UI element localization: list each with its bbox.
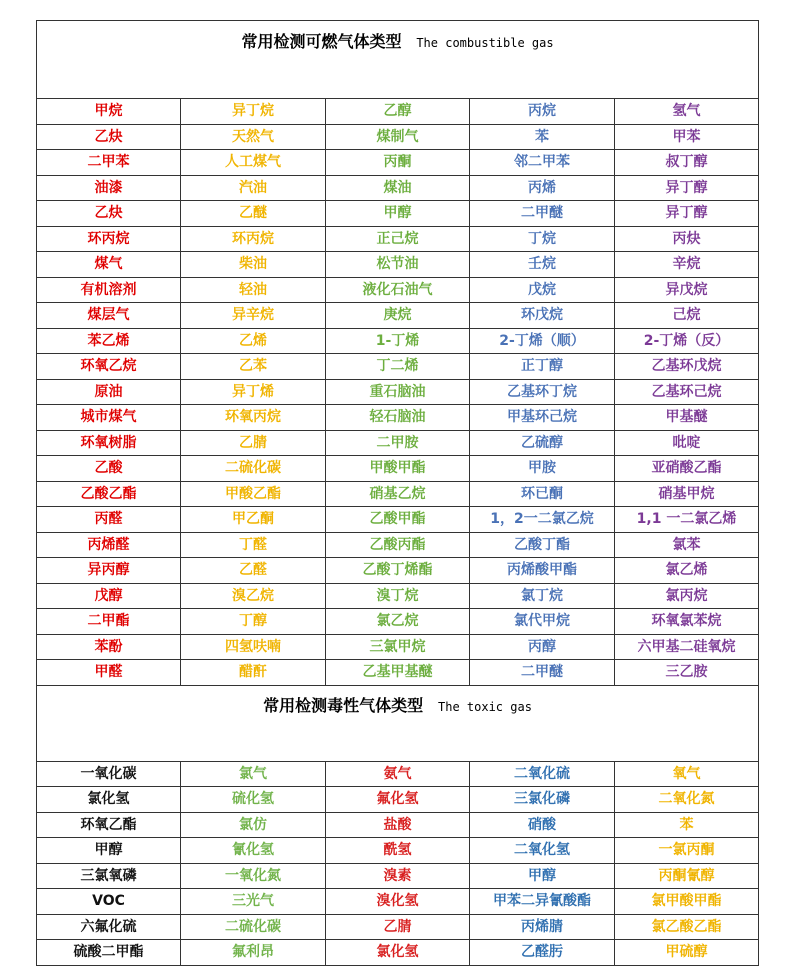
combustible-cell: 2-丁烯（顺） [470,328,615,354]
combustible-row [37,558,759,584]
combustible-row [37,430,759,456]
combustible-cell: 己烷 [615,303,759,329]
toxic-cell: 一氧化碳 [37,761,181,787]
combustible-cell: 氢气 [615,99,759,125]
combustible-cell: 丁二烯 [326,354,470,380]
combustible-row [37,532,759,558]
toxic-cell: 氟利昂 [181,940,326,966]
combustible-cell: 甲酸乙酯 [181,481,326,507]
combustible-cell: 煤层气 [37,303,181,329]
combustible-cell: 氯丙烷 [615,583,759,609]
combustible-cell: 环氧树脂 [37,430,181,456]
combustible-cell: 液化石油气 [326,277,470,303]
toxic-cell: 酰氢 [326,838,470,864]
combustible-cell: 异辛烷 [181,303,326,329]
combustible-cell: 甲苯 [615,124,759,150]
combustible-row [37,379,759,405]
toxic-cell: 丙烯腈 [470,914,615,940]
toxic-row [37,838,759,864]
combustible-title-cn: 常用检测可燃气体类型 [241,32,402,51]
toxic-cell: 氰化氢 [181,838,326,864]
combustible-cell: 异丙醇 [37,558,181,584]
combustible-cell: 丙烯醛 [37,532,181,558]
combustible-cell: 1,1 一二氯乙烯 [615,507,759,533]
combustible-cell: 异丁烷 [181,99,326,125]
combustible-cell: 煤油 [326,175,470,201]
combustible-cell: 氯代甲烷 [470,609,615,635]
toxic-cell: 氟化氢 [326,787,470,813]
combustible-cell: 煤气 [37,252,181,278]
combustible-cell: 三乙胺 [615,660,759,686]
combustible-cell: 甲乙酮 [181,507,326,533]
combustible-cell: 乙腈 [181,430,326,456]
combustible-row [37,252,759,278]
toxic-cell: 乙腈 [326,914,470,940]
toxic-cell: 甲醇 [37,838,181,864]
combustible-cell: 丙醛 [37,507,181,533]
combustible-cell: 六甲基二硅氧烷 [615,634,759,660]
combustible-cell: 氯乙烯 [615,558,759,584]
combustible-cell: 戊醇 [37,583,181,609]
combustible-cell: 乙基甲基醚 [326,660,470,686]
combustible-row [37,634,759,660]
combustible-row [37,583,759,609]
toxic-cell: 六氟化硫 [37,914,181,940]
combustible-cell: 2-丁烯（反） [615,328,759,354]
combustible-title-en: The combustible gas [416,36,554,50]
combustible-cell: 环丙烷 [37,226,181,252]
combustible-title [37,21,759,99]
combustible-cell: 环氧氯苯烷 [615,609,759,635]
combustible-section [37,21,759,686]
combustible-cell: 煤制气 [326,124,470,150]
toxic-cell: 盐酸 [326,812,470,838]
combustible-cell: 二甲苯 [37,150,181,176]
combustible-cell: 丁烷 [470,226,615,252]
combustible-cell: 原油 [37,379,181,405]
combustible-cell: 甲基环己烷 [470,405,615,431]
combustible-row [37,99,759,125]
toxic-row [37,914,759,940]
combustible-cell: 庚烷 [326,303,470,329]
combustible-cell: 乙酸甲酯 [326,507,470,533]
combustible-cell: 1，2一二氯乙烷 [470,507,615,533]
combustible-cell: 丙烯 [470,175,615,201]
combustible-row [37,660,759,686]
combustible-cell: 乙基环己烷 [615,379,759,405]
combustible-row [37,609,759,635]
combustible-cell: 轻油 [181,277,326,303]
toxic-title-en: The toxic gas [438,699,532,714]
toxic-cell: 一氧化氮 [181,863,326,889]
toxic-cell: 氯化氢 [326,940,470,966]
combustible-cell: 异丁醇 [615,175,759,201]
combustible-row [37,303,759,329]
combustible-cell: 硝基乙烷 [326,481,470,507]
toxic-cell: 氯甲酸甲酯 [615,889,759,915]
toxic-cell: 氯化氢 [37,787,181,813]
toxic-cell: 二氧化氢 [470,838,615,864]
combustible-cell: 环戊烷 [470,303,615,329]
toxic-cell: 苯 [615,812,759,838]
combustible-cell: 甲醇 [326,201,470,227]
combustible-cell: 甲胺 [470,456,615,482]
combustible-cell: 苯乙烯 [37,328,181,354]
combustible-cell: 环已酮 [470,481,615,507]
toxic-cell: 氧气 [615,761,759,787]
combustible-cell: 异戊烷 [615,277,759,303]
combustible-row [37,456,759,482]
toxic-cell: 三氯化磷 [470,787,615,813]
combustible-cell: 乙醚 [181,201,326,227]
combustible-cell: 正己烷 [326,226,470,252]
toxic-cell: 二硫化碳 [181,914,326,940]
combustible-cell: 丙烷 [470,99,615,125]
combustible-cell: 异丁烯 [181,379,326,405]
combustible-cell: 丁醛 [181,532,326,558]
toxic-cell: 溴素 [326,863,470,889]
combustible-cell: 三氯甲烷 [326,634,470,660]
toxic-cell: 二氧化硫 [470,761,615,787]
combustible-row [37,507,759,533]
combustible-row [37,405,759,431]
combustible-row [37,328,759,354]
combustible-cell: 丁醇 [181,609,326,635]
combustible-row [37,481,759,507]
combustible-row [37,277,759,303]
toxic-cell: 氯气 [181,761,326,787]
combustible-cell: 有机溶剂 [37,277,181,303]
toxic-cell: 乙醛肟 [470,940,615,966]
combustible-cell: 二甲酯 [37,609,181,635]
combustible-cell: 硝基甲烷 [615,481,759,507]
combustible-cell: 苯 [470,124,615,150]
combustible-cell: 重石脑油 [326,379,470,405]
toxic-cell: 环氧乙酯 [37,812,181,838]
combustible-cell: 环丙烷 [181,226,326,252]
combustible-cell: 吡啶 [615,430,759,456]
combustible-cell: 轻石脑油 [326,405,470,431]
toxic-cell: 甲苯二异氰酸酯 [470,889,615,915]
combustible-cell: 二硫化碳 [181,456,326,482]
toxic-cell: 硫酸二甲酯 [37,940,181,966]
combustible-cell: 甲基醚 [615,405,759,431]
combustible-cell: 1-丁烯 [326,328,470,354]
combustible-cell: 城市煤气 [37,405,181,431]
toxic-row [37,787,759,813]
combustible-cell: 乙醇 [326,99,470,125]
toxic-cell: 氯乙酸乙酯 [615,914,759,940]
combustible-cell: 乙苯 [181,354,326,380]
toxic-cell: 三氯氧磷 [37,863,181,889]
combustible-cell: 醋酐 [181,660,326,686]
toxic-cell: 硝酸 [470,812,615,838]
combustible-cell: 苯酚 [37,634,181,660]
toxic-cell: 甲醇 [470,863,615,889]
toxic-row [37,940,759,966]
toxic-row [37,863,759,889]
combustible-cell: 乙硫醇 [470,430,615,456]
combustible-cell: 亚硝酸乙酯 [615,456,759,482]
toxic-cell: 丙酮氰醇 [615,863,759,889]
combustible-cell: 正丁醇 [470,354,615,380]
toxic-cell: 氯仿 [181,812,326,838]
combustible-cell: 氯苯 [615,532,759,558]
combustible-cell: 二甲醚 [470,660,615,686]
combustible-cell: 松节油 [326,252,470,278]
combustible-cell: 乙酸乙酯 [37,481,181,507]
combustible-cell: 乙酸丁酯 [470,532,615,558]
combustible-row [37,150,759,176]
combustible-cell: 戊烷 [470,277,615,303]
toxic-title-cn: 常用检测毒性气体类型 [263,695,424,715]
combustible-cell: 油漆 [37,175,181,201]
combustible-cell: 乙炔 [37,201,181,227]
combustible-cell: 丙酮 [326,150,470,176]
combustible-cell: 丙醇 [470,634,615,660]
combustible-cell: 氯乙烷 [326,609,470,635]
combustible-cell: 乙基环戊烷 [615,354,759,380]
combustible-cell: 壬烷 [470,252,615,278]
combustible-cell: 甲酸甲酯 [326,456,470,482]
combustible-cell: 氯丁烷 [470,583,615,609]
combustible-cell: 天然气 [181,124,326,150]
combustible-cell: 溴乙烷 [181,583,326,609]
combustible-cell: 乙酸丙酯 [326,532,470,558]
combustible-cell: 人工煤气 [181,150,326,176]
combustible-cell: 异丁醇 [615,201,759,227]
combustible-cell: 乙炔 [37,124,181,150]
combustible-cell: 甲醛 [37,660,181,686]
combustible-cell: 甲烷 [37,99,181,125]
combustible-row [37,175,759,201]
combustible-cell: 二甲醚 [470,201,615,227]
toxic-row [37,761,759,787]
combustible-cell: 辛烷 [615,252,759,278]
combustible-cell: 柴油 [181,252,326,278]
combustible-cell: 乙酸 [37,456,181,482]
toxic-cell: 溴化氢 [326,889,470,915]
combustible-cell: 汽油 [181,175,326,201]
combustible-cell: 环氧丙烷 [181,405,326,431]
combustible-cell: 乙烯 [181,328,326,354]
combustible-cell: 丙炔 [615,226,759,252]
combustible-cell: 乙酸丁烯酯 [326,558,470,584]
toxic-row [37,812,759,838]
combustible-row [37,354,759,380]
toxic-cell: 甲硫醇 [615,940,759,966]
gas-type-table [36,20,759,966]
combustible-row [37,201,759,227]
combustible-row [37,124,759,150]
combustible-cell: 溴丁烷 [326,583,470,609]
combustible-cell: 叔丁醇 [615,150,759,176]
toxic-cell: 一氯丙酮 [615,838,759,864]
toxic-section [37,685,759,965]
toxic-cell: 氨气 [326,761,470,787]
toxic-row [37,889,759,915]
combustible-cell: 环氧乙烷 [37,354,181,380]
toxic-cell: 三光气 [181,889,326,915]
combustible-cell: 丙烯酸甲酯 [470,558,615,584]
toxic-cell: VOC [37,889,181,915]
toxic-cell: 二氧化氮 [615,787,759,813]
combustible-cell: 乙基环丁烷 [470,379,615,405]
combustible-cell: 四氢呋喃 [181,634,326,660]
combustible-cell: 乙醛 [181,558,326,584]
combustible-row [37,226,759,252]
combustible-cell: 邻二甲苯 [470,150,615,176]
combustible-cell: 二甲胺 [326,430,470,456]
toxic-title [37,685,759,761]
toxic-cell: 硫化氢 [181,787,326,813]
